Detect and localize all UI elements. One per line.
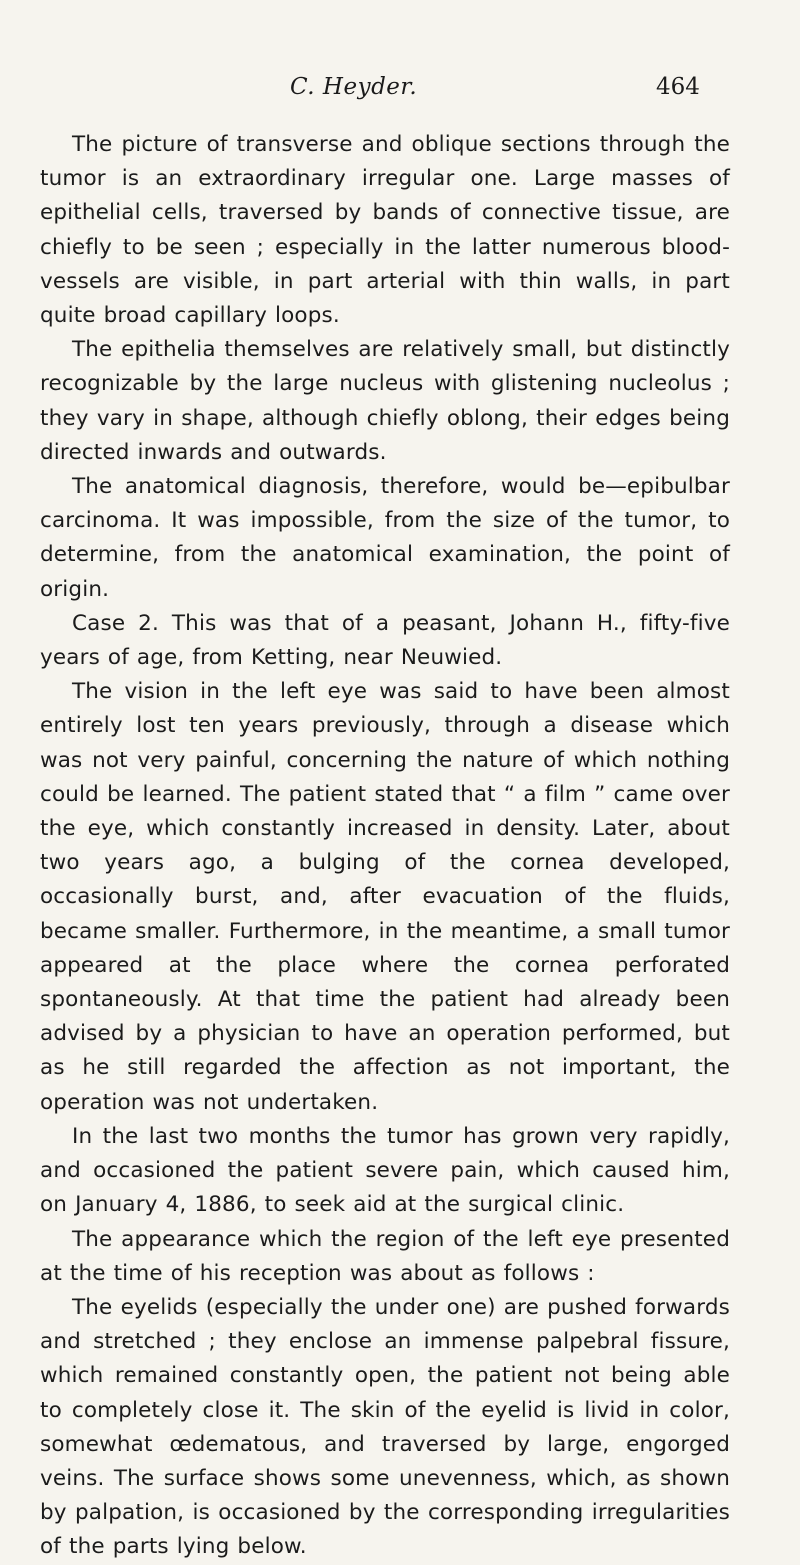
paragraph: The picture of transverse and oblique sections through the tumor is an extraordinary irregular one. Large masses of epithelial cells, traversed by bands of connective tissue, are chiefly to be seen ; especially in the latter numerous blood-vessels are visible, in part arterial with thin walls, in part quite broad capillary loops. — [40, 132, 730, 329]
paragraph: The vision in the left eye was said to have been almost entirely lost ten years previously, through a disease which was not very painful, concerning the nature of which nothing could be learned. The patient stated that “ a film ” came over the eye, which constantly increased in density. Later, about two years ago, a bulging of the cornea developed, occasionally burst, and, after evacuation of the fluids, became smaller. Furthermore, in the meantime, a small tumor appeared at the place where the cornea perforated spontaneously. At that time the patient had already been advised by a physician to have an operation performed, but as he still regarded the affection as not important, the operation was not undertaken. — [40, 679, 730, 1115]
paragraph: Case 2. This was that of a peasant, Johann H., fifty-five years of age, from Ketting, near Neuwied. — [40, 610, 730, 671]
page-header — [0, 74, 800, 110]
paragraph: The appearance which the region of the left eye presented at the time of his reception was about as follows : — [40, 1226, 730, 1286]
paragraph: The eyelids (especially the under one) are pushed forwards and stretched ; they enclose an immense palpebral fissure, which remained constantly open, the patient not being able to completely close it. The skin of the eyelid is livid in color, somewhat œdematous, and traversed by large, engorged veins. The surface shows some unevenness, which, as shown by palpation, is occasioned by the corresponding irregularities of the parts lying below. — [40, 1294, 730, 1560]
paragraph: The epithelia themselves are relatively small, but distinctly recognizable by the large nucleus with glistening nucleolus ; they vary in shape, although chiefly oblong, their edges being directed inwards and outwards. — [40, 337, 730, 465]
body-text — [40, 128, 730, 1565]
running-head: C. Heyder. — [290, 74, 418, 100]
paragraph: In the last two months the tumor has grown very rapidly, and occasioned the patient severe pain, which caused him, on January 4, 1886, to seek aid at the surgical clinic. — [40, 1123, 730, 1218]
paragraph: The anatomical diagnosis, therefore, would be—epibulbar carcinoma. It was impossible, from the size of the tumor, to determine, from the anatomical examination, the point of origin. — [40, 474, 730, 602]
page-number: 464 — [656, 74, 700, 100]
